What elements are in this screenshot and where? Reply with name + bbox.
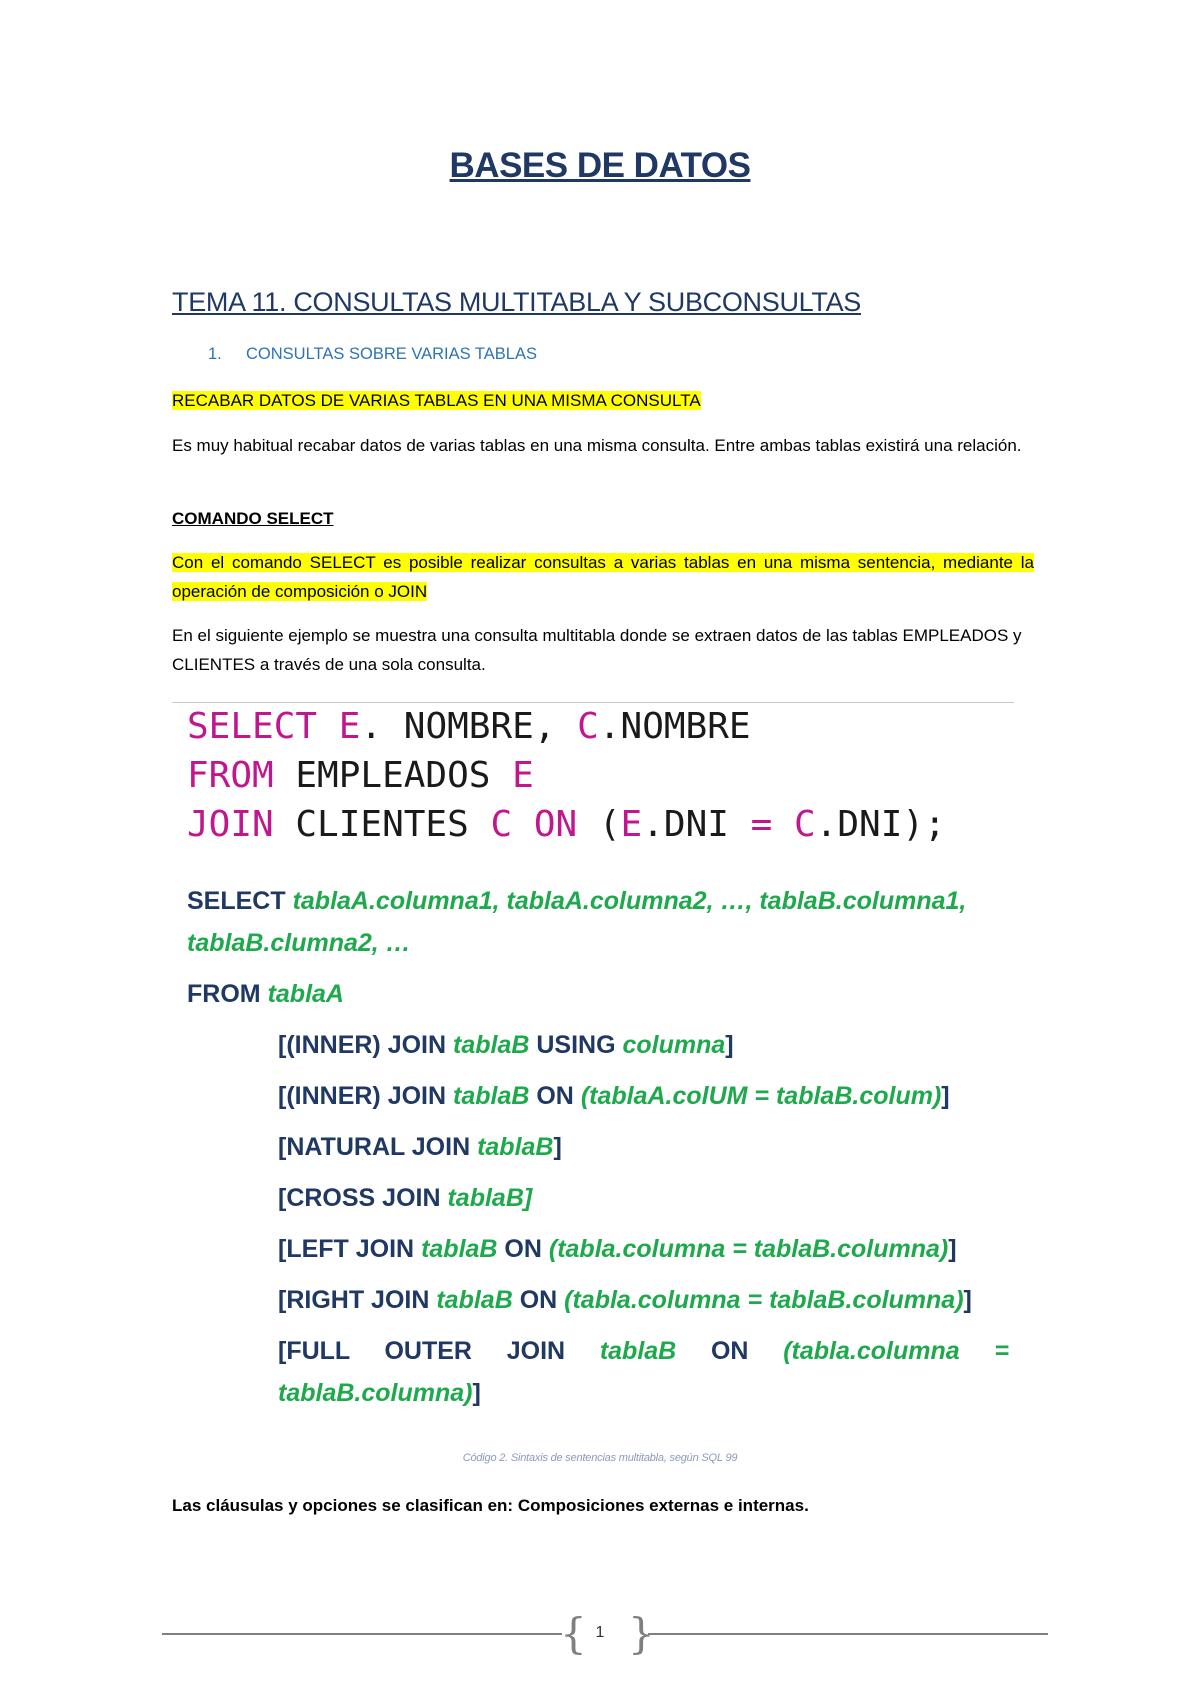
syntax-select-line bbox=[187, 880, 1009, 922]
syntax-condition: (tabla.columna = bbox=[783, 1337, 1009, 1365]
syntax-table: tablaB bbox=[599, 1337, 677, 1365]
syntax-keyword: USING bbox=[529, 1031, 623, 1059]
sql-text bbox=[772, 804, 794, 845]
syntax-table: tablaB bbox=[453, 1031, 530, 1059]
syntax-option-full-cont bbox=[187, 1372, 1009, 1414]
sql-keyword: FROM bbox=[187, 755, 274, 796]
sql-keyword: C bbox=[577, 706, 599, 747]
syntax-keyword: [RIGHT JOIN bbox=[278, 1286, 437, 1314]
comando-heading: COMANDO SELECT bbox=[172, 509, 334, 528]
sql-keyword: SELECT bbox=[187, 706, 318, 747]
syntax-option-cross bbox=[187, 1177, 1009, 1219]
section-number: 1. bbox=[208, 345, 222, 363]
syntax-option-natural bbox=[187, 1126, 1009, 1168]
sql-text: CLIENTES bbox=[273, 804, 491, 845]
syntax-table: tablaB bbox=[477, 1133, 554, 1161]
syntax-keyword: [(INNER) JOIN bbox=[278, 1082, 453, 1110]
syntax-keyword: SELECT bbox=[187, 887, 286, 915]
sql-keyword: C bbox=[490, 804, 513, 845]
footer-brace-left: { bbox=[560, 1609, 587, 1658]
sql-text: . NOMBRE, bbox=[360, 706, 578, 747]
section-heading bbox=[208, 345, 537, 364]
page-number: 1 bbox=[595, 1624, 605, 1641]
syntax-option-right bbox=[187, 1279, 1009, 1321]
sql-text bbox=[512, 804, 534, 845]
closing-paragraph: Las cláusulas y opciones se clasifican en: Composiciones externas e internas. bbox=[172, 1496, 809, 1515]
sql-keyword: JOIN bbox=[187, 804, 274, 845]
syntax-option-left bbox=[187, 1228, 1009, 1270]
code-caption: Código 2. Sintaxis de sentencias multitabla, según SQL 99 bbox=[462, 1452, 738, 1464]
syntax-condition: tablaB.columna) bbox=[278, 1379, 473, 1407]
sql-text: .DNI); bbox=[815, 804, 946, 845]
syntax-table: tablaB] bbox=[447, 1184, 533, 1212]
syntax-option-inner-on bbox=[187, 1075, 1009, 1117]
syntax-bracket: ] bbox=[553, 1133, 562, 1161]
sql-text: EMPLEADOS bbox=[273, 755, 513, 796]
syntax-table: tablaB bbox=[436, 1286, 513, 1314]
document-title: BASES DE DATOS bbox=[449, 146, 751, 185]
syntax-select-line-2 bbox=[187, 922, 1009, 964]
syntax-keyword: ON bbox=[497, 1235, 549, 1263]
syntax-columns: tablaA.columna1, tablaA.columna2, …, tablaB.columna1, bbox=[292, 887, 967, 915]
syntax-condition: (tablaA.colUM = tablaB.colum) bbox=[580, 1082, 942, 1110]
sql-keyword: E bbox=[512, 755, 534, 796]
syntax-keyword: ON bbox=[529, 1082, 581, 1110]
syntax-keyword: ON bbox=[512, 1286, 565, 1314]
sql-keyword: E bbox=[338, 706, 361, 747]
syntax-keyword: [FULL OUTER JOIN bbox=[278, 1337, 600, 1365]
syntax-bracket: ] bbox=[725, 1031, 734, 1059]
sql-text: .DNI bbox=[642, 804, 751, 845]
sql-keyword: ON bbox=[533, 804, 578, 845]
syntax-option-full bbox=[187, 1330, 1009, 1372]
section-label: CONSULTAS SOBRE VARIAS TABLAS bbox=[246, 345, 537, 363]
highlight-paragraph: Con el comando SELECT es posible realizar consultas a varias tablas en una misma sentencia, mediante la operación de composición o JOIN bbox=[172, 553, 1034, 601]
intro-paragraph: Es muy habitual recabar datos de varias tablas en una misma consulta. Entre ambas tablas existirá una relación. bbox=[172, 436, 1022, 455]
sql-keyword: C bbox=[793, 804, 816, 845]
syntax-from-line bbox=[187, 973, 1009, 1015]
syntax-bracket: ] bbox=[948, 1235, 957, 1263]
topic-title: TEMA 11. CONSULTAS MULTITABLA Y SUBCONSULTAS bbox=[172, 287, 861, 317]
syntax-block bbox=[187, 880, 1009, 1423]
sql-keyword: E bbox=[620, 804, 643, 845]
syntax-keyword: ON bbox=[676, 1337, 784, 1365]
syntax-condition: (tabla.columna = tablaB.columna) bbox=[564, 1286, 964, 1314]
syntax-keyword: [LEFT JOIN bbox=[278, 1235, 422, 1263]
sql-text bbox=[317, 706, 339, 747]
syntax-condition: (tabla.columna = tablaB.columna) bbox=[548, 1235, 949, 1263]
sql-text: .NOMBRE bbox=[598, 706, 751, 747]
syntax-keyword: [NATURAL JOIN bbox=[278, 1133, 478, 1161]
syntax-keyword: [CROSS JOIN bbox=[278, 1184, 448, 1212]
syntax-option-inner-using bbox=[187, 1024, 1009, 1066]
example-paragraph: En el siguiente ejemplo se muestra una consulta multitabla donde se extraen datos de las tablas EMPLEADOS y CLIENTES a través de una sola consulta. bbox=[172, 626, 1022, 674]
syntax-table: tablaB bbox=[421, 1235, 498, 1263]
syntax-bracket: ] bbox=[941, 1082, 950, 1110]
footer-brace-right: } bbox=[628, 1609, 655, 1658]
syntax-bracket: ] bbox=[472, 1379, 481, 1407]
sql-keyword: = bbox=[750, 804, 773, 845]
highlight-heading: RECABAR DATOS DE VARIAS TABLAS EN UNA MISMA CONSULTA bbox=[172, 391, 701, 410]
syntax-keyword: [(INNER) JOIN bbox=[278, 1031, 453, 1059]
comando-heading-block bbox=[172, 505, 334, 534]
sql-text: ( bbox=[577, 804, 621, 845]
syntax-column: columna bbox=[622, 1031, 726, 1059]
footer-rule-right bbox=[648, 1633, 1048, 1635]
syntax-columns: tablaB.clumna2, … bbox=[187, 929, 411, 957]
syntax-table: tablaA bbox=[267, 980, 344, 1008]
syntax-bracket: ] bbox=[963, 1286, 972, 1314]
highlight-heading-block bbox=[172, 387, 701, 416]
highlight-paragraph-block bbox=[172, 549, 1034, 606]
syntax-table: tablaB bbox=[453, 1082, 530, 1110]
sql-example bbox=[187, 702, 946, 849]
syntax-keyword: FROM bbox=[187, 980, 261, 1008]
